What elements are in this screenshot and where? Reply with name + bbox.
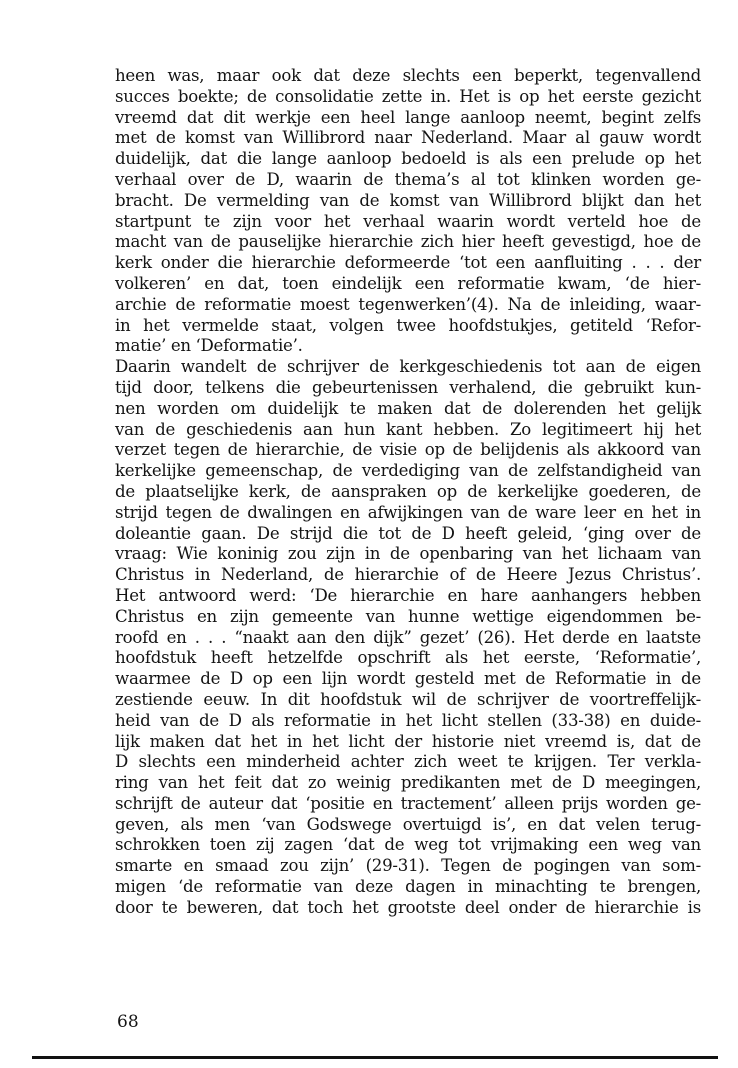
text-line: de plaatselijke kerk, de aanspraken op de kerkelijke goederen, de: [115, 481, 701, 501]
text-line: door te beweren, dat toch het grootste deel onder de hierarchie is: [115, 897, 701, 917]
text-line: Daarin wandelt de schrijver de kerkgeschiedenis tot aan de eigen: [115, 357, 701, 377]
text-line: vreemd dat dit werkje een heel lange aanloop neemt, begint zelfs: [115, 107, 701, 127]
footer-divider: [32, 1056, 718, 1059]
text-line: Christus in Nederland, de hierarchie of de Heere Jezus Christus’.: [115, 565, 701, 585]
text-line: lijk maken dat het in het licht der historie niet vreemd is, dat de: [115, 731, 701, 751]
text-line: schrijft de auteur dat ‘positie en tractement’ alleen prijs worden ge-: [115, 793, 701, 813]
text-line: verhaal over de D, waarin de thema’s al tot klinken worden ge-: [115, 169, 701, 189]
page-number: 68: [117, 1012, 139, 1032]
text-line: kerk onder die hierarchie deformeerde ‘tot een aanfluiting . . . der: [115, 253, 701, 273]
text-line: ring van het feit dat zo weinig predikanten met de D meegingen,: [115, 773, 701, 793]
text-line: van de geschiedenis aan hun kant hebben. Zo legitimeert hij het: [115, 419, 701, 439]
text-line: D slechts een minderheid achter zich weet te krijgen. Ter verkla-: [115, 752, 701, 772]
text-line: migen ‘de reformatie van deze dagen in minachting te brengen,: [115, 877, 701, 897]
body-text: [115, 66, 701, 919]
text-line: startpunt te zijn voor het verhaal waarin wordt verteld hoe de: [115, 211, 701, 231]
text-line: waarmee de D op een lijn wordt gesteld met de Reformatie in de: [115, 669, 701, 689]
text-line: macht van de pauselijke hierarchie zich hier heeft gevestigd, hoe de: [115, 232, 701, 252]
text-line: archie de reformatie moest tegenwerken’(4). Na de inleiding, waar-: [115, 294, 701, 314]
text-line: hoofdstuk heeft hetzelfde opschrift als het eerste, ‘Reformatie’,: [115, 648, 701, 668]
text-line: nen worden om duidelijk te maken dat de dolerenden het gelijk: [115, 398, 701, 418]
text-line: Christus en zijn gemeente van hunne wettige eigendommen be-: [115, 606, 701, 626]
text-line: bracht. De vermelding van de komst van Willibrord blijkt dan het: [115, 190, 701, 210]
text-line: schrokken toen zij zagen ‘dat de weg tot vrijmaking een weg van: [115, 835, 701, 855]
text-line: in het vermelde staat, volgen twee hoofdstukjes, getiteld ‘Refor-: [115, 315, 701, 335]
text-line: Het antwoord werd: ‘De hierarchie en hare aanhangers hebben: [115, 585, 701, 605]
text-line: doleantie gaan. De strijd die tot de D heeft geleid, ‘ging over de: [115, 523, 701, 543]
text-line: zestiende eeuw. In dit hoofdstuk wil de schrijver de voortreffelijk-: [115, 689, 701, 709]
paragraph-end-line: matie’ en ‘Deformatie’.: [115, 336, 303, 356]
text-line: volkeren’ en dat, toen eindelijk een reformatie kwam, ‘de hier-: [115, 273, 701, 293]
text-line: heen was, maar ook dat deze slechts een beperkt, tegenvallend: [115, 66, 701, 85]
text-line: verzet tegen de hierarchie, de visie op de belijdenis als akkoord van: [115, 440, 701, 460]
text-line: succes boekte; de consolidatie zette in. Het is op het eerste gezicht: [115, 86, 701, 106]
text-line: geven, als men ‘van Godswege overtuigd is’, en dat velen terug-: [115, 814, 701, 834]
text-line: duidelijk, dat die lange aanloop bedoeld is als een prelude op het: [115, 149, 701, 169]
text-line: roofd en . . . “naakt aan den dijk” gezet’ (26). Het derde en laatste: [115, 627, 701, 647]
text-line: smarte en smaad zou zijn’ (29-31). Tegen de pogingen van som-: [115, 856, 701, 876]
text-line: heid van de D als reformatie in het licht stellen (33-38) en duide-: [115, 710, 701, 730]
text-line: kerkelijke gemeenschap, de verdediging van de zelfstandigheid van: [115, 461, 701, 481]
text-line: met de komst van Willibrord naar Nederland. Maar al gauw wordt: [115, 128, 701, 148]
text-line: vraag: Wie koninig zou zijn in de openbaring van het lichaam van: [115, 544, 701, 564]
text-line: strijd tegen de dwalingen en afwijkingen van de ware leer en het in: [115, 502, 701, 522]
text-line: tijd door, telkens die gebeurtenissen verhalend, die gebruikt kun-: [115, 377, 701, 397]
